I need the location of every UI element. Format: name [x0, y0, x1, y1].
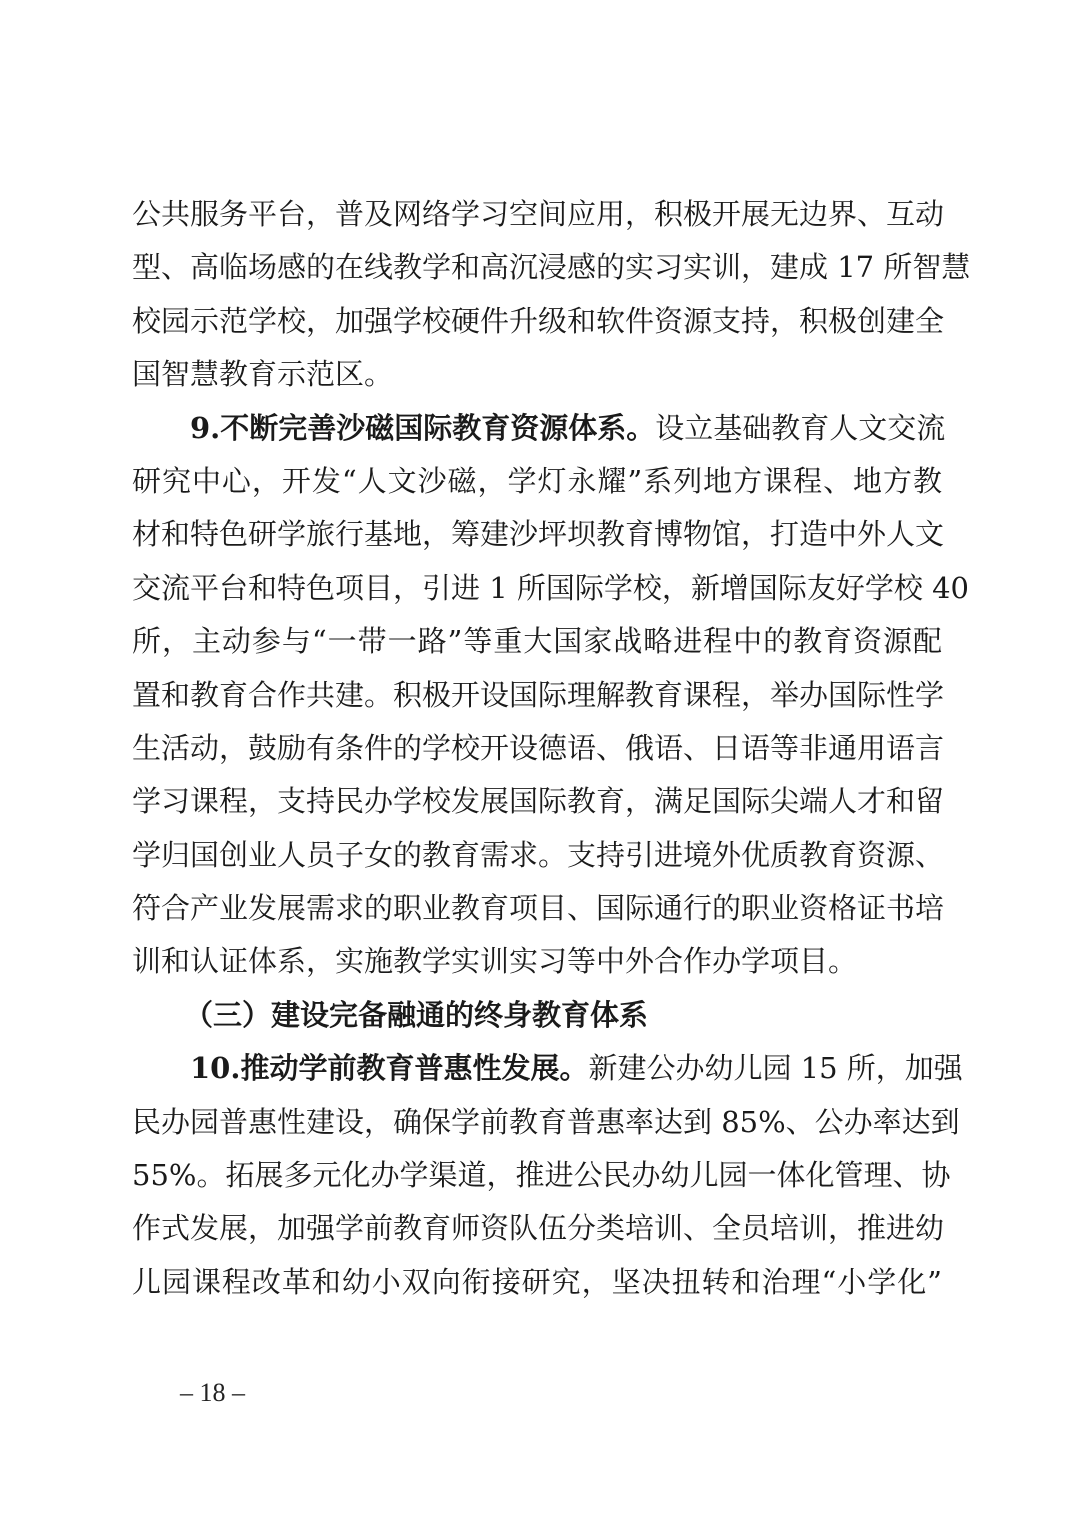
paragraph-line: 公共服务平台，普及网络学习空间应用，积极开展无边界、互动 — [132, 197, 945, 231]
paragraph-line: 学归国创业人员子女的教育需求。支持引进境外优质教育资源、 — [132, 837, 945, 872]
paragraph-line: 研究中心，开发“人文沙磁，学灯永耀”系列地方课程、地方教 — [132, 463, 942, 498]
paragraph-line: 国智慧教育示范区。 — [132, 357, 394, 392]
paragraph-line: 儿园课程改革和幼小双向衔接研究，坚决扭转和治理“小学化” — [132, 1264, 942, 1299]
paragraph-line: 校园示范学校，加强学校硬件升级和软件资源支持，积极创建全 — [132, 303, 945, 338]
paragraph-line: 作式发展，加强学前教育师资队伍分类培训、全员培训，推进幼 — [132, 1211, 945, 1246]
paragraph-text: 新建公办幼儿园 15 所，加强 — [588, 1051, 963, 1086]
item-heading: 10.推动学前教育普惠性发展。 — [190, 1051, 589, 1086]
paragraph-line: 置和教育合作共建。积极开设国际理解教育课程，举办国际性学 — [132, 677, 945, 712]
paragraph-line — [132, 1042, 963, 1095]
item-heading: 9.不断完善沙磁国际教育资源体系。 — [190, 410, 656, 445]
paragraph-line: 符合产业发展需求的职业教育项目、国际通行的职业资格证书培 — [132, 891, 945, 926]
paragraph-line: 所，主动参与“一带一路”等重大国家战略进程中的教育资源配 — [132, 624, 942, 659]
paragraph-line — [132, 402, 946, 455]
paragraph-line: 55%。拓展多元化办学渠道，推进公民办幼儿园一体化管理、协 — [132, 1158, 951, 1193]
paragraph-line: 交流平台和特色项目，引进 1 所国际学校，新增国际友好学校 40 — [132, 570, 970, 605]
paragraph-line: 型、高临场感的在线教学和高沉浸感的实习实训，建成 17 所智慧 — [132, 250, 971, 285]
paragraph-line: 学习课程，支持民办学校发展国际教育，满足国际尖端人才和留 — [132, 784, 945, 819]
paragraph-line: 生活动，鼓励有条件的学校开设德语、俄语、日语等非通用语言 — [132, 730, 945, 765]
paragraph-line: 民办园普惠性建设，确保学前教育普惠率达到 85%、公办率达到 — [132, 1104, 960, 1139]
paragraph-line: 训和认证体系，实施教学实训实习等中外合作办学项目。 — [132, 944, 858, 979]
paragraph-text: 设立基础教育人文交流 — [655, 410, 946, 445]
document-body — [132, 188, 971, 1309]
page-number: – 18 – — [180, 1378, 245, 1407]
paragraph-line: 材和特色研学旅行基地，筹建沙坪坝教育博物馆，打造中外人文 — [132, 517, 945, 552]
section-heading: （三）建设完备融通的终身教育体系 — [184, 997, 649, 1032]
